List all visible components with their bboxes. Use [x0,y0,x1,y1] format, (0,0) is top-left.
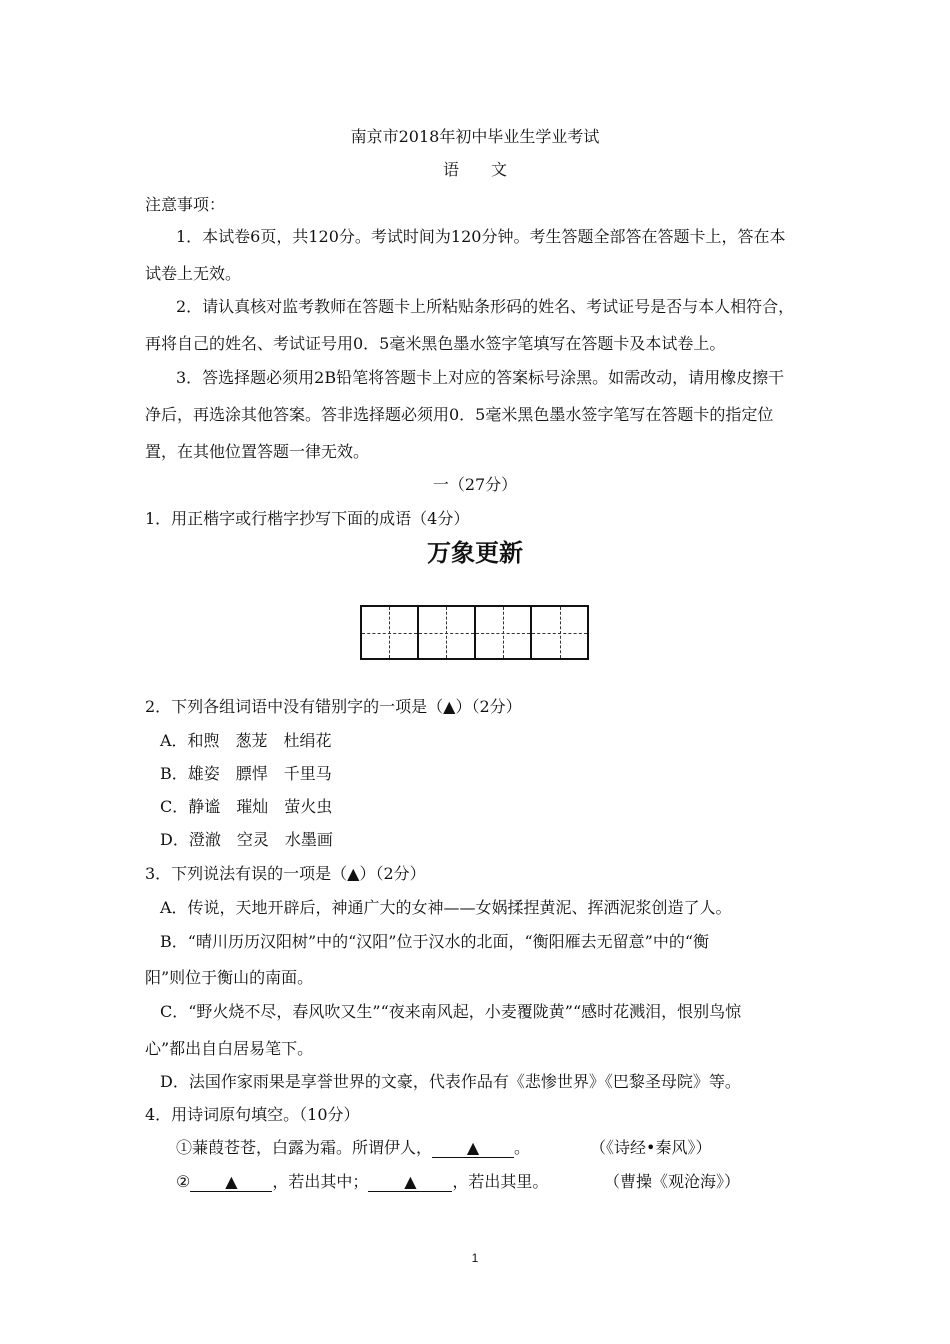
grid-cell[interactable] [419,607,476,658]
notice-line: 再将自己的姓名、考试证号用0．5毫米黑色墨水签字笔填写在答题卡及本试卷上。 [145,334,726,353]
q4-item-1-prefix: ①蒹葭苍苍，白露为霜。所谓伊人， [176,1138,433,1157]
q4-item-1-source: （《诗经•秦风》） [590,1138,712,1157]
q1-idiom: 万象更新 [427,539,523,567]
q3-option-b: B．“晴川历历汉阳树”中的“汉阳”位于汉水的北面，“衡阳雁去无留意”中的“衡 [160,932,710,951]
q2-option-b: B．雄姿 膘悍 千里马 [160,764,332,783]
notice-line: 1．本试卷6页，共120分。考试时间为120分钟。考生答题全部答在答题卡上，答在本 [176,227,786,246]
q4-item-1-suffix: 。 [514,1138,531,1157]
q4-prompt: 4．用诗词原句填空。（10分） [145,1105,360,1124]
q2-option-c: C．静谧 璀灿 萤火虫 [160,797,333,816]
q4-item-1 [176,1138,530,1158]
writing-grid[interactable] [360,605,589,660]
answer-blank[interactable]: ▲ [432,1139,514,1158]
q1-prompt: 1．用正楷字或行楷字抄写下面的成语（4分） [145,509,470,528]
section-heading: 一（27分） [432,475,518,494]
notice-heading: 注意事项： [145,195,226,214]
grid-cell[interactable] [362,607,419,658]
grid-cell[interactable] [476,607,533,658]
notice-line: 置，在其他位置答题一律无效。 [145,442,370,461]
q3-option-c: C．“野火烧不尽，春风吹又生”“夜来南风起，小麦覆陇黄”“感时花溅泪，恨别鸟惊 [160,1002,742,1021]
q4-item-2 [176,1172,548,1192]
answer-blank[interactable]: ▲ [368,1173,452,1192]
q4-item-2-suffix: ，若出其里。 [452,1172,549,1191]
q4-item-2-mid: ，若出其中； [272,1172,369,1191]
q2-prompt: 2．下列各组词语中没有错别字的一项是（▲）（2分） [145,697,522,716]
q2-option-a: A．和煦 葱茏 杜绢花 [160,731,332,750]
notice-line: 3．答选择题必须用2B铅笔将答题卡上对应的答案标号涂黑。如需改动，请用橡皮擦干 [176,368,785,387]
page-number: 1 [471,1251,479,1265]
q4-item-2-source: （曹操《观沧海》） [604,1172,741,1191]
notice-line: 试卷上无效。 [145,264,242,283]
q3-option-a: A．传说，天地开辟后，神通广大的女神——女娲揉捏黄泥、挥洒泥浆创造了人。 [160,898,732,917]
subject-title: 语 文 [442,160,507,179]
q2-option-d: D．澄澈 空灵 水墨画 [160,830,333,849]
q4-item-2-num: ② [176,1172,191,1191]
q3-option-b-cont: 阳”则位于衡山的南面。 [145,968,314,987]
grid-cell[interactable] [532,607,587,658]
notice-line: 2．请认真核对监考教师在答题卡上所粘贴条形码的姓名、考试证号是否与本人相符合， [176,297,795,316]
q3-prompt: 3．下列说法有误的一项是（▲）（2分） [145,864,426,883]
notice-line: 净后，再选涂其他答案。答非选择题必须用0．5毫米黑色墨水签字笔写在答题卡的指定位 [145,405,774,424]
exam-title: 南京市2018年初中毕业生学业考试 [350,127,600,146]
answer-blank[interactable]: ▲ [190,1173,272,1192]
q3-option-c-cont: 心”都出自白居易笔下。 [145,1039,314,1058]
q3-option-d: D．法国作家雨果是享誉世界的文豪，代表作品有《悲惨世界》《巴黎圣母院》等。 [160,1072,741,1091]
